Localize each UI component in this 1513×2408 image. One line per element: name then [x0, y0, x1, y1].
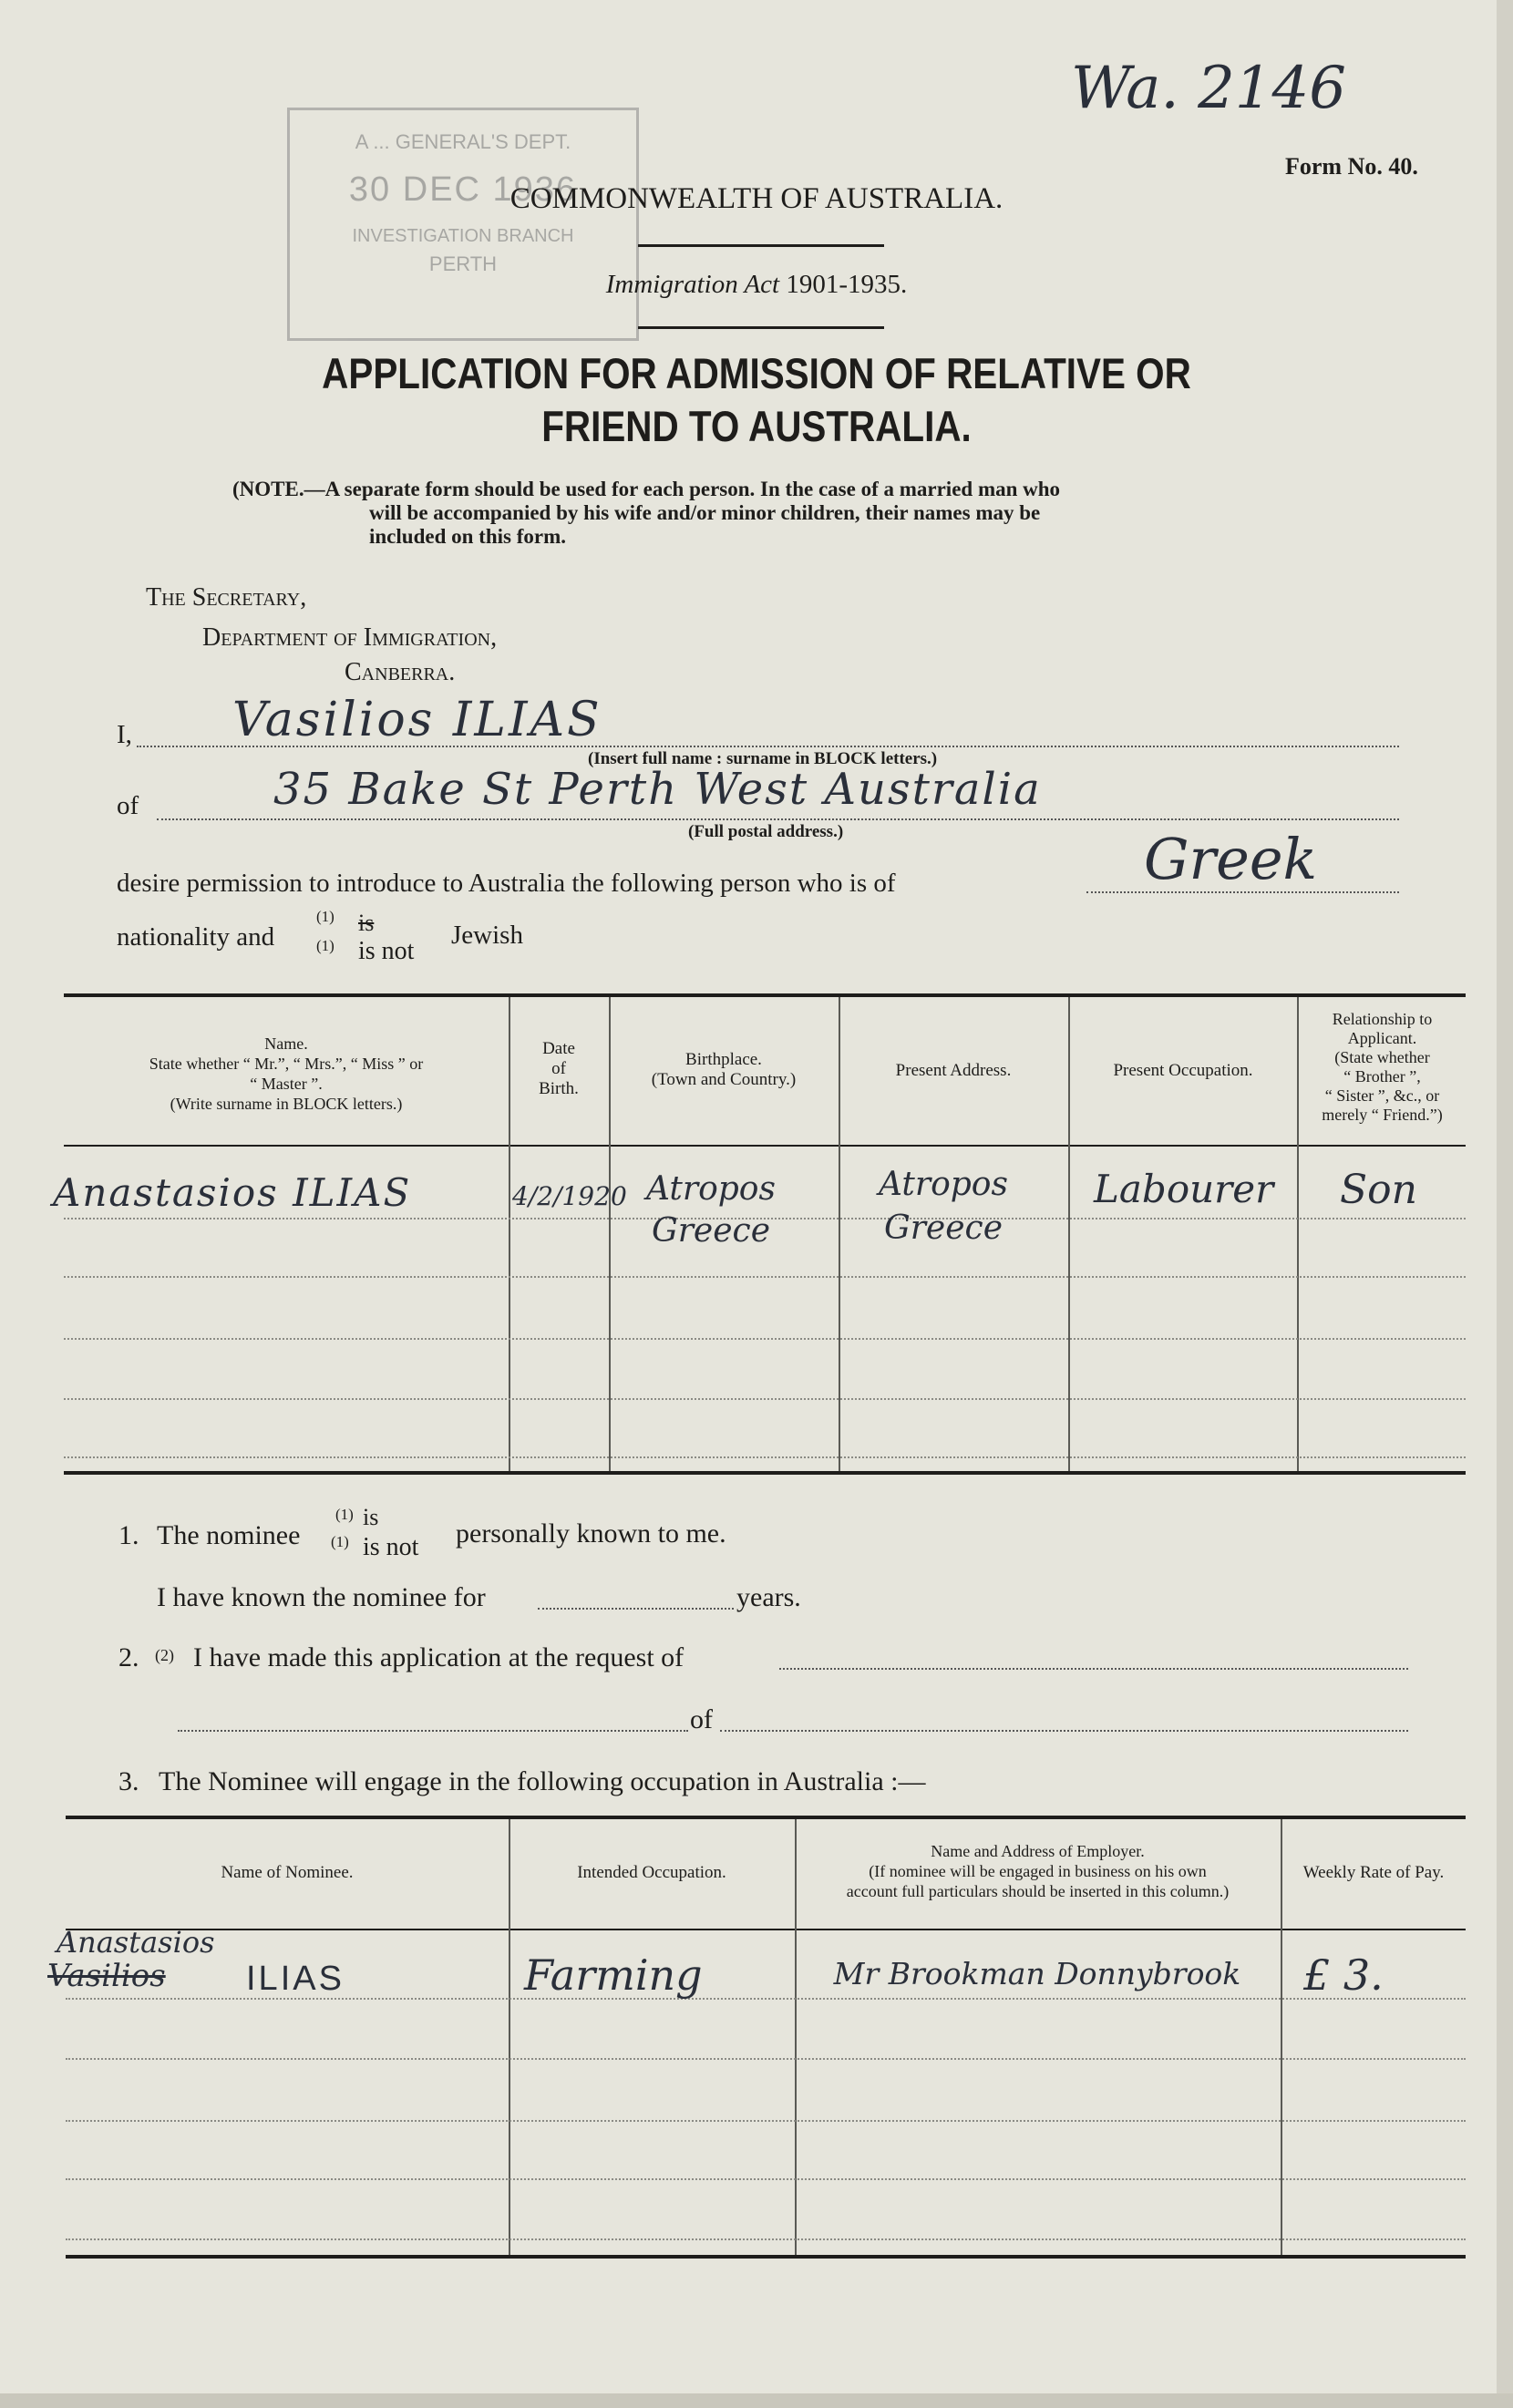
q1-tail: personally known to me.	[456, 1518, 726, 1549]
occupation-row-line-3	[66, 2120, 1466, 2122]
nominee-header-birthplace: Birthplace. (Town and Country.)	[651, 1050, 797, 1089]
is-struck: is	[358, 910, 375, 936]
nominee-table-top-rule	[64, 993, 1466, 997]
occupation-row-line-2	[66, 2058, 1466, 2060]
commonwealth-heading: COMMONWEALTH OF AUSTRALIA.	[509, 182, 1004, 215]
q2-text: I have made this application at the request of	[193, 1642, 684, 1672]
occupation-intended: Farming	[524, 1950, 703, 2000]
nominee-row-line-3	[64, 1338, 1466, 1340]
paper-edge-right	[1497, 0, 1513, 2408]
form-number: Form No. 40.	[1285, 153, 1418, 180]
act-name: Immigration Act	[605, 270, 780, 299]
stamp-line-2: 30 DEC 1936	[348, 170, 578, 209]
nominee-header-address: Present Address.	[895, 1061, 1012, 1080]
nominee-header-occupation: Present Occupation.	[1113, 1061, 1253, 1080]
occupation-name-struck: Vasilios	[47, 1958, 166, 1994]
applicant-address: 35 Bake St Perth West Australia	[273, 764, 1042, 815]
stamp-line-3: INVESTIGATION BRANCH	[352, 226, 574, 246]
nominee-row-line-4	[64, 1398, 1466, 1400]
nominee-row-line-5	[64, 1456, 1466, 1458]
q1-mark-2: (1)	[331, 1533, 349, 1550]
of-label: of	[117, 791, 139, 820]
q1-mark-1: (1)	[335, 1506, 354, 1523]
q1-years-line	[538, 1608, 734, 1610]
nominee-table-header-rule	[64, 1145, 1466, 1147]
applicant-address-caption: (Full postal address.)	[688, 822, 844, 841]
nationality: Greek	[1144, 826, 1318, 892]
i-label: I,	[117, 720, 132, 749]
occupation-col-divider-1	[509, 1819, 510, 2255]
nominee-header-dob: Date of Birth.	[539, 1039, 579, 1098]
q2-of: of	[690, 1704, 713, 1734]
form-title-line-2: FRIEND TO AUSTRALIA.	[541, 402, 972, 450]
nominee-occupation: Labourer	[1094, 1167, 1274, 1211]
stamp-line-4: PERTH	[428, 252, 498, 275]
q2-number: 2.	[118, 1642, 139, 1672]
note-mark-1: (1)	[316, 908, 335, 925]
applicant-name-caption: (Insert full name : surname in BLOCK letters.)	[588, 749, 938, 768]
occupation-table-header-rule	[66, 1929, 1466, 1930]
stamp-line-1: A ... GENERAL'S DEPT.	[355, 130, 571, 153]
occupation-header-intended: Intended Occupation.	[577, 1863, 726, 1882]
addressee-line-3: Canberra.	[345, 658, 456, 686]
nominee-birthplace: Atropos Greece	[646, 1170, 776, 1250]
applicant-name: Vasilios ILIAS	[232, 693, 602, 747]
nominee-table-bottom-rule	[64, 1471, 1466, 1475]
q1-text: The nominee	[157, 1520, 301, 1550]
q2-address-line	[720, 1730, 1408, 1732]
jewish-label: Jewish	[451, 921, 523, 950]
q1-known-suffix: years.	[736, 1582, 801, 1612]
paper-edge-bottom	[0, 2393, 1513, 2408]
q1-number: 1.	[118, 1520, 139, 1550]
received-stamp	[287, 108, 639, 341]
note-line-3: included on this form.	[369, 525, 566, 548]
occupation-name-above: Anastasios	[57, 1925, 215, 1960]
occupation-table-bottom-rule	[66, 2255, 1466, 2259]
occupation-header-name: Name of Nominee.	[221, 1863, 354, 1882]
nominee-dob: 4/2/1920	[512, 1181, 627, 1211]
note-mark-2: (1)	[316, 937, 335, 954]
q1-known-prefix: I have known the nominee for	[157, 1582, 486, 1612]
note-line-2: will be accompanied by his wife and/or minor children, their names may be	[369, 501, 1041, 524]
occupation-col-divider-3	[1281, 1819, 1282, 2255]
q1-is: is	[363, 1504, 379, 1530]
nominee-address: Atropos Greece	[879, 1166, 1008, 1247]
q2-request-line	[779, 1668, 1408, 1670]
header-rule-1	[638, 244, 884, 247]
note-line-1: (NOTE.—A separate form should be used for each person. In the case of a married man who	[232, 478, 1061, 500]
applicant-address-line	[157, 818, 1399, 820]
occupation-header-pay: Weekly Rate of Pay.	[1302, 1863, 1445, 1882]
q3-number: 3.	[118, 1766, 139, 1796]
q2-name-line	[178, 1730, 688, 1732]
nationality-label: nationality and	[117, 922, 275, 952]
nominee-header-name: Name. State whether “ Mr.”, “ Mrs.”, “ Miss ” or “ Master ”. (Write surname in BLOCK letters.)	[149, 1034, 424, 1113]
act-line	[392, 270, 1121, 300]
occupation-employer: Mr Brookman Donnybrook	[833, 1956, 1241, 1991]
header-rule-2	[638, 326, 884, 329]
addressee-line-2: Department of Immigration,	[202, 623, 498, 652]
occupation-header-employer: Name and Address of Employer. (If nominee will be engaged in business on his own account full particulars should be inserted in this column.)	[846, 1842, 1230, 1900]
act-years: 1901-1935.	[786, 270, 908, 299]
occupation-surname: ILIAS	[246, 1960, 345, 1998]
nominee-row-line-2	[64, 1276, 1466, 1278]
is-not: is not	[358, 937, 415, 965]
nominee-name: Anastasios ILIAS	[53, 1170, 412, 1215]
form-title-line-1: APPLICATION FOR ADMISSION OF RELATIVE OR	[322, 349, 1191, 397]
occupation-table-top-rule	[66, 1816, 1466, 1819]
q1-is-not: is not	[363, 1533, 419, 1561]
q3-text: The Nominee will engage in the following occupation in Australia :—	[159, 1766, 926, 1796]
nominee-relationship: Son	[1340, 1167, 1417, 1213]
desire-permission-text: desire permission to introduce to Australia the following person who is of	[117, 869, 896, 898]
occupation-row-line-4	[66, 2178, 1466, 2180]
q2-mark: (2)	[155, 1646, 174, 1664]
nominee-header-relationship: Relationship to Applicant. (State whether “ Brother ”, “ Sister ”, &c., or merely “ Friend.”)	[1322, 1010, 1443, 1124]
reference-number: Wa. 2146	[1071, 55, 1346, 122]
addressee-line-1: The Secretary,	[146, 583, 307, 612]
occupation-pay: £ 3.	[1303, 1950, 1384, 2000]
occupation-row-line-5	[66, 2238, 1466, 2240]
